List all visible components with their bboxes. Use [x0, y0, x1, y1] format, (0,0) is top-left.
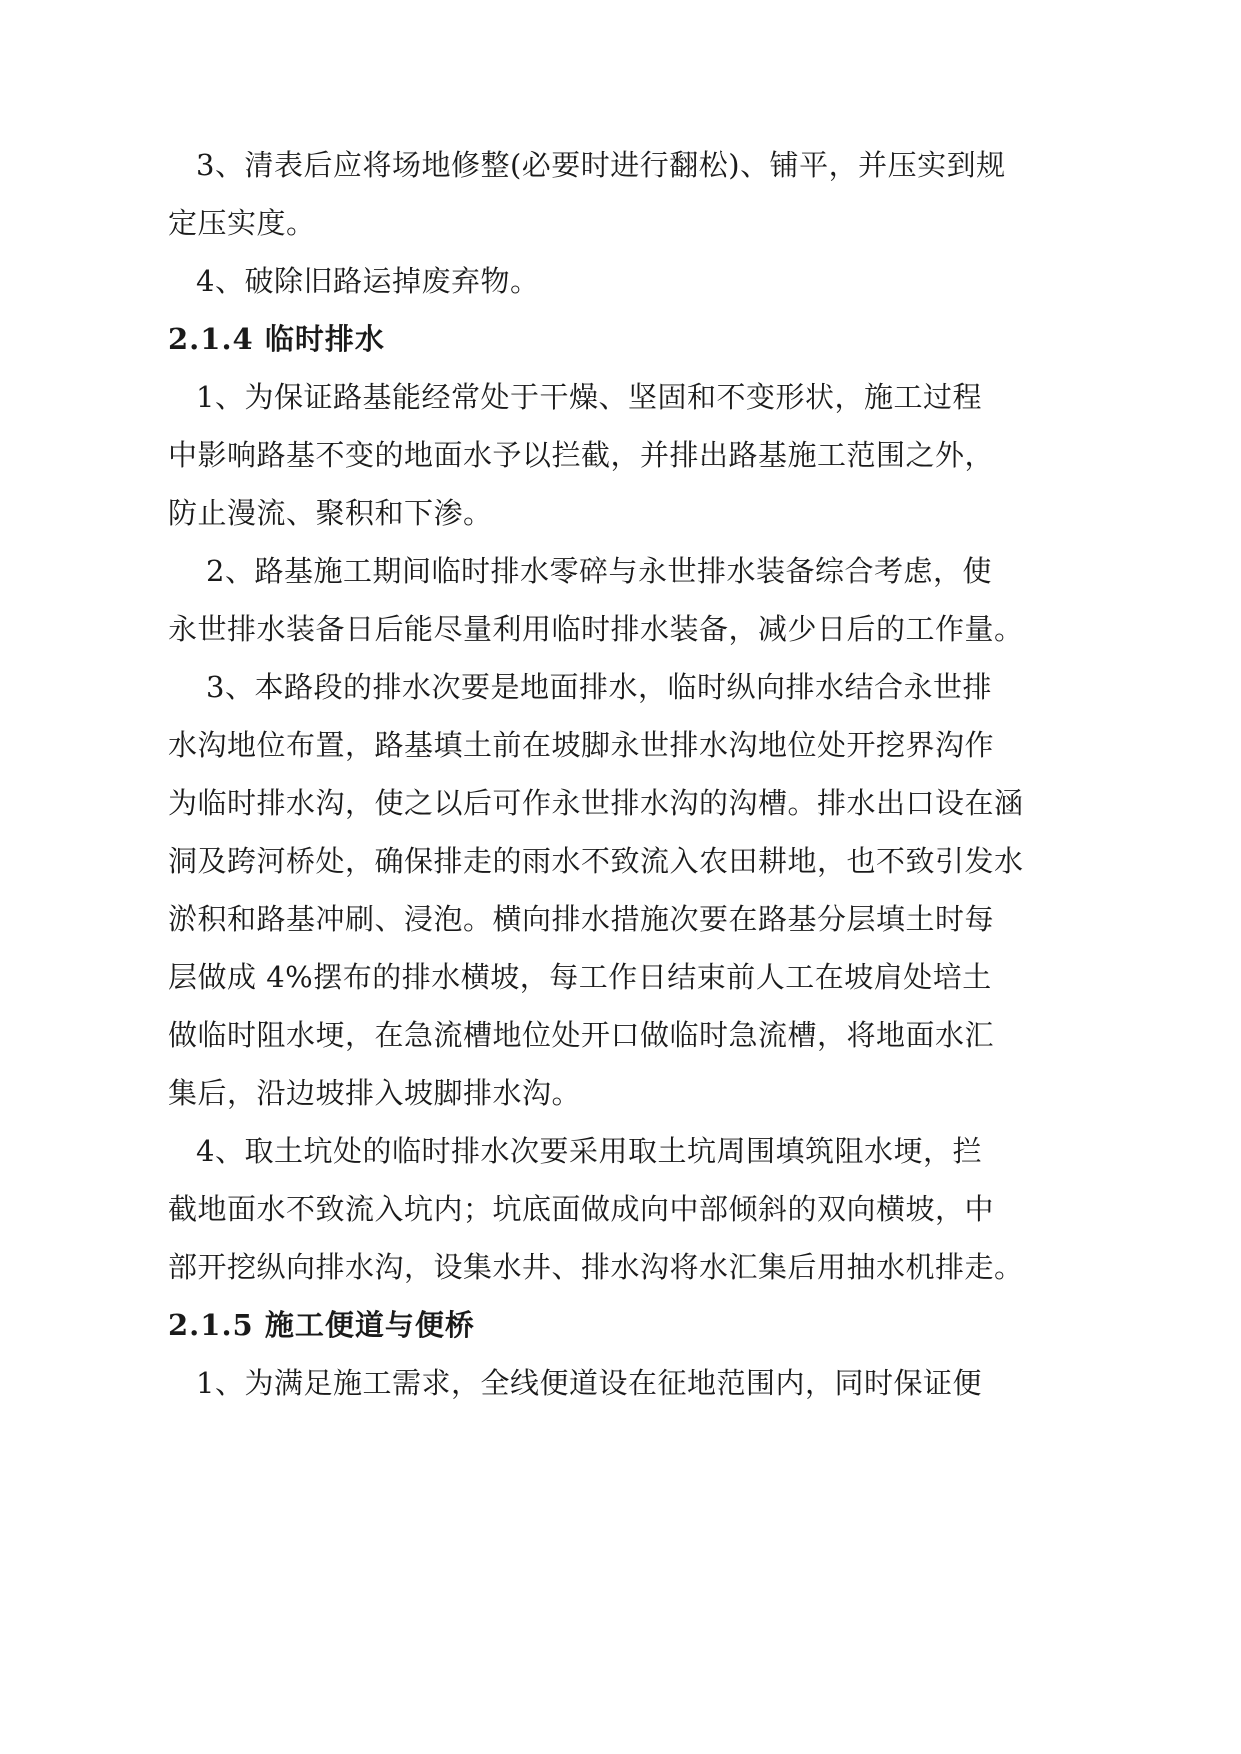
section-heading-2-1-4: 2.1.4 临时排水 — [168, 322, 385, 356]
para-3-line-1: 3、清表后应将场地修整(必要时进行翻松)、铺平，并压实到规 — [196, 148, 1006, 182]
para-drain-3-line-1: 3、本路段的排水次要是地面排水，临时纵向排水结合永世排 — [206, 670, 992, 704]
para-drain-3-line-7: 做临时阻水埂，在急流槽地位处开口做临时急流槽，将地面水汇 — [168, 1018, 995, 1052]
para-drain-1-line-3: 防止漫流、聚积和下渗。 — [168, 496, 493, 530]
para-drain-2-line-1: 2、路基施工期间临时排水零碎与永世排水装备综合考虑，使 — [206, 554, 992, 588]
section-heading-2-1-5: 2.1.5 施工便道与便桥 — [168, 1308, 475, 1342]
para-drain-1-line-1: 1、为保证路基能经常处于干燥、坚固和不变形状，施工过程 — [196, 380, 982, 414]
para-drain-2-line-2: 永世排水装备日后能尽量利用临时排水装备，减少日后的工作量。 — [168, 612, 1024, 646]
para-3-line-2: 定压实度。 — [168, 206, 316, 240]
para-drain-4-line-1: 4、取土坑处的临时排水次要采用取土坑周围填筑阻水埂，拦 — [196, 1134, 982, 1168]
para-drain-3-line-5: 淤积和路基冲刷、浸泡。横向排水措施次要在路基分层填土时每 — [168, 902, 995, 936]
para-road-1-line-1: 1、为满足施工需求，全线便道设在征地范围内，同时保证便 — [196, 1366, 982, 1400]
para-4: 4、破除旧路运掉废弃物。 — [196, 264, 540, 298]
para-drain-3-line-8: 集后，沿边坡排入坡脚排水沟。 — [168, 1076, 582, 1110]
para-drain-3-line-6: 层做成 4%摆布的排水横坡，每工作日结束前人工在坡肩处培土 — [168, 960, 992, 994]
para-drain-1-line-2: 中影响路基不变的地面水予以拦截，并排出路基施工范围之外， — [168, 438, 995, 472]
para-drain-4-line-2: 截地面水不致流入坑内；坑底面做成向中部倾斜的双向横坡，中 — [168, 1192, 995, 1226]
para-drain-4-line-3: 部开挖纵向排水沟，设集水井、排水沟将水汇集后用抽水机排走。 — [168, 1250, 1024, 1284]
para-drain-3-line-4: 洞及跨河桥处，确保排走的雨水不致流入农田耕地，也不致引发水 — [168, 844, 1024, 878]
para-drain-3-line-3: 为临时排水沟，使之以后可作永世排水沟的沟槽。排水出口设在涵 — [168, 786, 1024, 820]
para-drain-3-line-2: 水沟地位布置，路基填土前在坡脚永世排水沟地位处开挖界沟作 — [168, 728, 995, 762]
